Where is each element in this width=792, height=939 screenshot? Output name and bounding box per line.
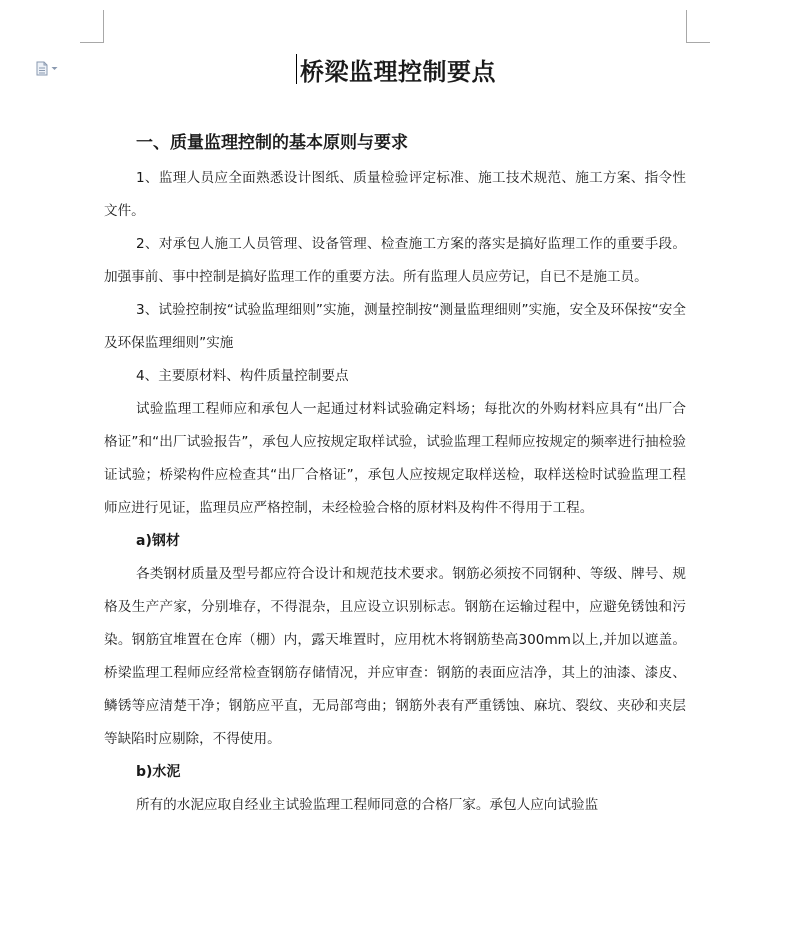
subsection-cement-heading[interactable]: b)水泥 (136, 764, 181, 780)
document-title[interactable] (296, 52, 496, 87)
paragraph-cement[interactable]: 所有的水泥应取自经业主试验监理工程师同意的合格厂家。承包人应向试验监 (136, 797, 599, 813)
subsection-steel-heading[interactable]: a)钢材 (136, 533, 180, 549)
paragraph-4[interactable]: 4、主要原材料、构件质量控制要点 (136, 368, 349, 384)
paragraph-5[interactable]: 试验监理工程师应和承包人一起通过材料试验确定料场；每批次的外购材料应具有“出厂合格证”和“出厂试验报告”，承包人应按规定取样试验，试验监理工程师应按规定的频率进行抽检验证试验；桥梁构件应检查其“出厂合格证”，承包人应按规定取样送检，取样送检时试验监理工程师应进行见证，监理员应严格控制，未经检验合格的原材料及构件不得用于工程。 (104, 401, 686, 516)
paragraph-steel[interactable]: 各类钢材质量及型号都应符合设计和规范技术要求。钢筋必须按不同钢种、等级、牌号、规格及生产产家，分别堆存，不得混杂，且应设立识别标志。钢筋在运输过程中，应避免锈蚀和污染。钢筋宜堆置在仓库（棚）内，露天堆置时，应用枕木将钢筋垫高300mm以上,并加以遮盖。桥梁监理工程师应经常检查钢筋存储情况，并应审查：钢筋的表面应洁净，其上的油漆、漆皮、鳞锈等应清楚干净；钢筋应平直，无局部弯曲；钢筋外表有严重锈蚀、麻坑、裂纹、夹砂和夹层等缺陷时应剔除，不得使用。 (104, 566, 686, 747)
crop-mark-top-right-horizontal (686, 42, 710, 43)
crop-mark-top-right-vertical (686, 10, 687, 42)
crop-mark-top-left-horizontal (80, 42, 104, 43)
paragraph-1[interactable]: 1、监理人员应全面熟悉设计图纸、质量检验评定标准、施工技术规范、施工方案、指令性文件。 (104, 170, 686, 219)
crop-mark-top-left-vertical (103, 10, 104, 42)
paragraph-2[interactable]: 2、对承包人施工人员管理、设备管理、检查施工方案的落实是搞好监理工作的重要手段。加强事前、事中控制是搞好监理工作的重要方法。所有监理人员应劳记，自已不是施工员。 (104, 236, 686, 285)
section-heading[interactable]: 一、质量监理控制的基本原则与要求 (136, 133, 408, 153)
text-cursor (296, 54, 297, 84)
document-body[interactable] (104, 162, 686, 822)
document-title-text: 桥梁监理控制要点 (300, 58, 496, 86)
paragraph-3[interactable]: 3、试验控制按“试验监理细则”实施，测量控制按“测量监理细则”实施，安全及环保按“安全及环保监理细则”实施 (104, 302, 686, 351)
title-container (0, 52, 792, 87)
